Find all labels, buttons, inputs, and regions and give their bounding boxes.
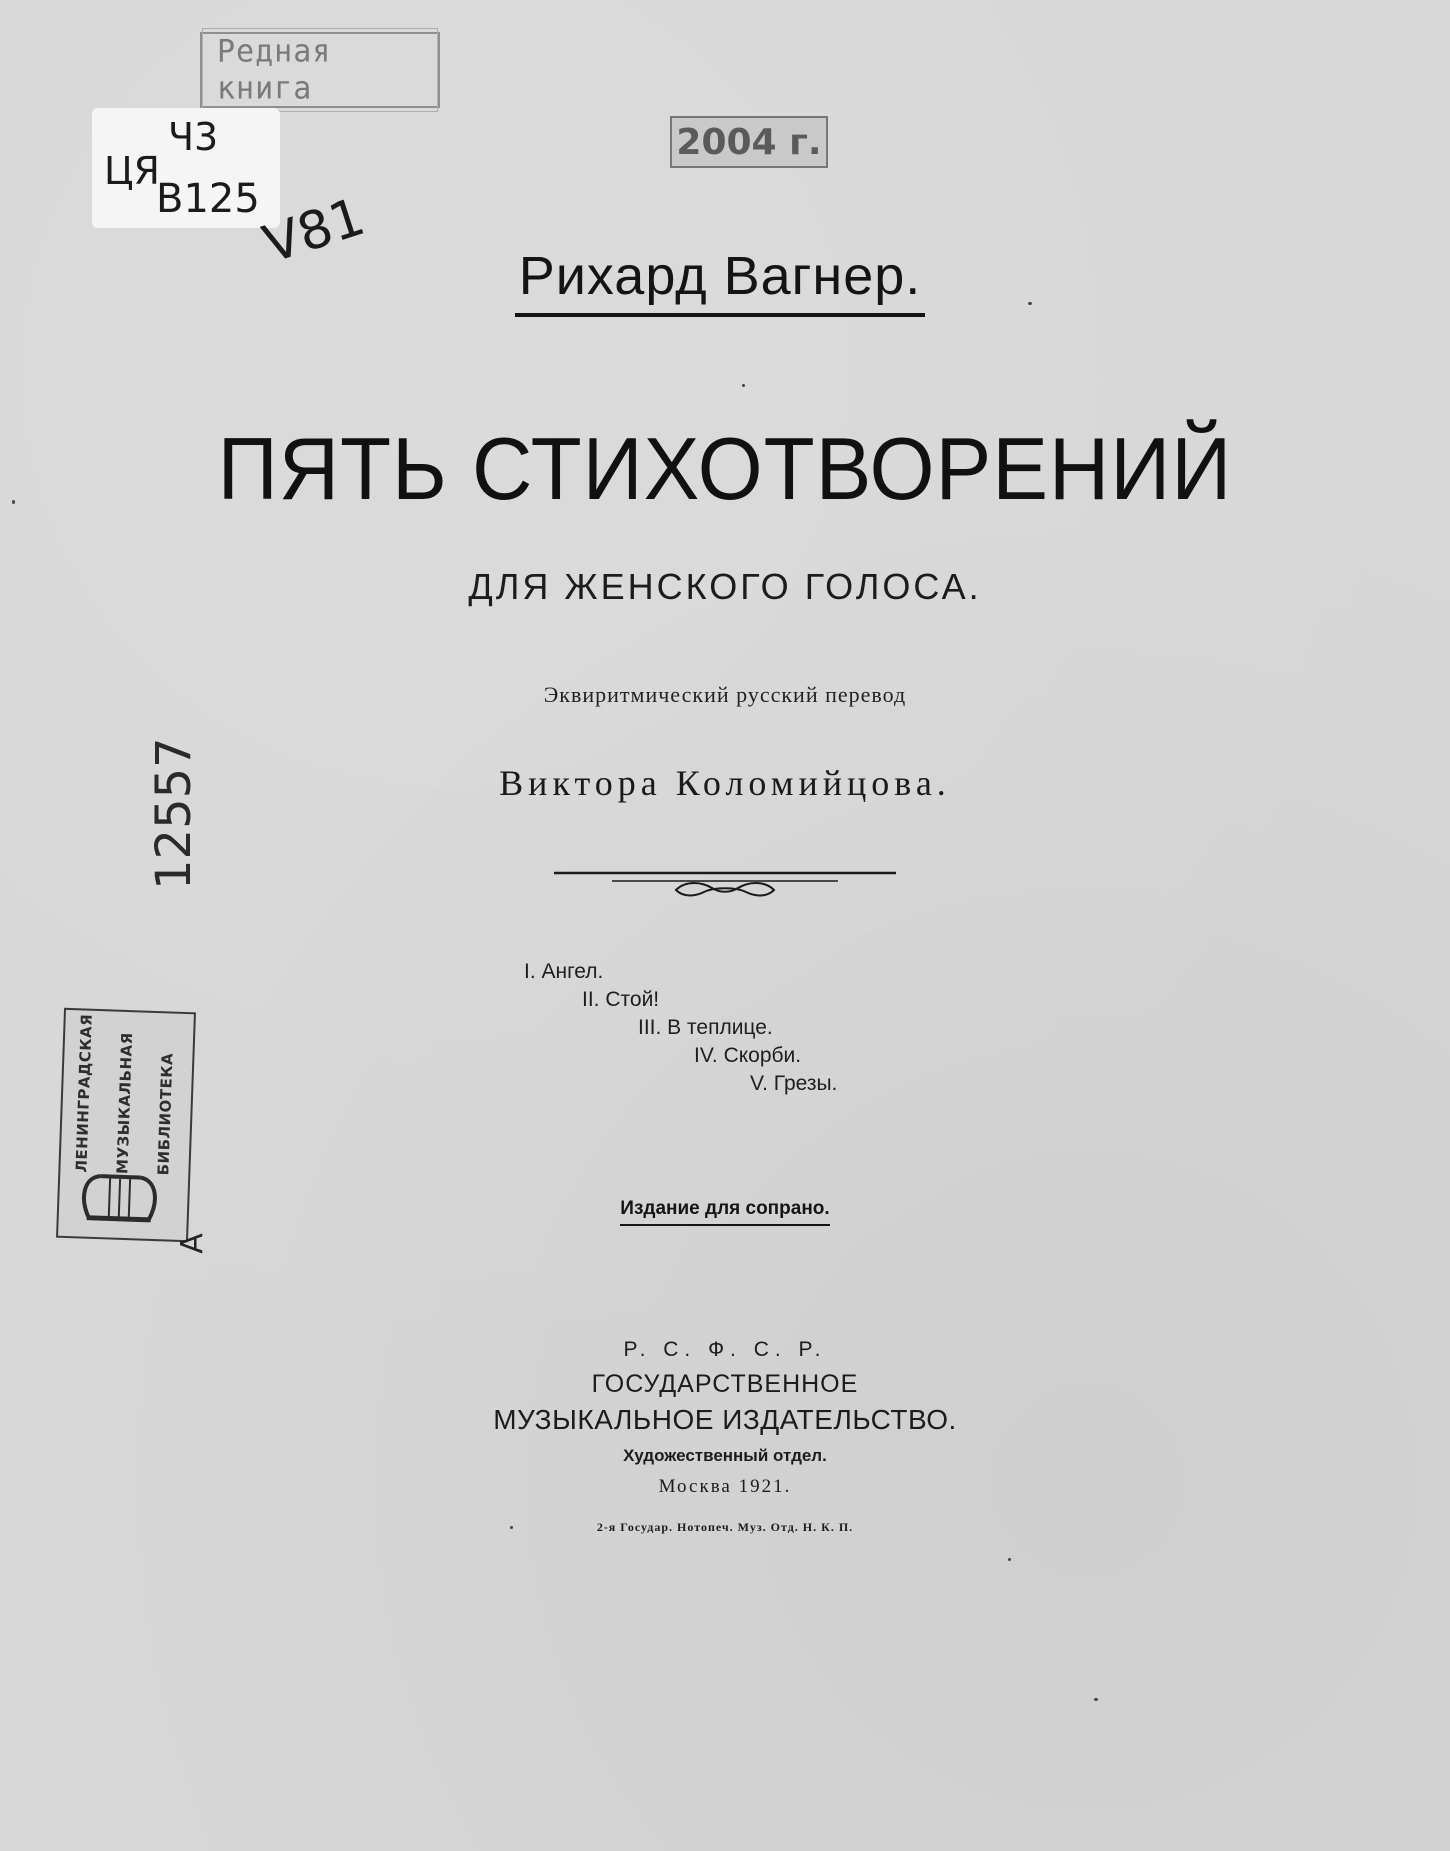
corner-letter: A — [174, 1233, 210, 1254]
contents-item-4: IV. Скорби. — [694, 1044, 802, 1067]
inventory-number-text: 12557 — [146, 737, 202, 890]
shelf-mark-line2: Ч3 — [168, 115, 219, 159]
shelf-mark-label — [92, 108, 280, 228]
library-stamp-line-3: БИБЛИОТЕКА — [154, 1052, 177, 1176]
author-name: Рихард Вагнер. — [515, 245, 926, 317]
contents-item-3: III. В теплице. — [638, 1016, 773, 1039]
paper-speck — [510, 1526, 513, 1529]
translator-name: Виктора Коломийцова. — [499, 763, 951, 803]
handwritten-note-text: V81 — [258, 186, 368, 276]
imprint-publisher-line1: ГОСУДАРСТВЕННОЕ — [591, 1370, 859, 1398]
paper-speck — [1094, 1698, 1098, 1701]
rare-book-stamp — [200, 32, 440, 108]
contents-item-2: II. Стой! — [582, 988, 660, 1011]
edition-label: Издание для сопрано. — [620, 1198, 829, 1226]
contents-item-5: V. Грезы. — [750, 1072, 838, 1095]
paper-speck — [12, 500, 15, 504]
imprint-country: Р. С. Ф. С. Р. — [623, 1338, 827, 1361]
shelf-mark-line1: ЦЯ — [104, 149, 160, 193]
imprint-city-year: Москва 1921. — [658, 1476, 792, 1497]
imprint-publisher-line2: МУЗЫКАЛЬНОЕ ИЗДАТЕЛЬСТВО. — [493, 1404, 957, 1435]
year-stamp: 2004 г. — [670, 116, 828, 168]
library-stamp-lines — [72, 1013, 177, 1176]
shelf-mark-line3: В125 — [156, 176, 260, 222]
subtitle: ДЛЯ ЖЕНСКОГО ГОЛОСА. — [468, 566, 982, 607]
library-stamp-line-1: ЛЕНИНГРАДСКАЯ — [72, 1013, 96, 1173]
edition-block — [0, 1198, 1450, 1226]
translation-note: Эквиритмический русский перевод — [543, 682, 907, 707]
paper-speck — [742, 384, 745, 387]
ornamental-divider — [552, 868, 898, 907]
paper-speck — [1028, 302, 1032, 305]
paper-speck — [1008, 1558, 1011, 1561]
author-block — [0, 245, 1450, 317]
rare-book-stamp-text: Редная книга — [202, 28, 438, 112]
contents-item-1: I. Ангел. — [524, 960, 604, 983]
imprint-department: Художественный отдел. — [623, 1446, 827, 1465]
shelf-mark-handwriting — [92, 108, 280, 228]
main-title: ПЯТЬ СТИХОТВОРЕНИЙ — [217, 419, 1233, 518]
library-stamp-line-2: МУЗЫКАЛЬНАЯ — [113, 1032, 137, 1175]
inventory-number — [120, 720, 210, 905]
imprint-printer: 2-я Государ. Нотопеч. Муз. Отд. Н. К. П. — [596, 1520, 854, 1534]
